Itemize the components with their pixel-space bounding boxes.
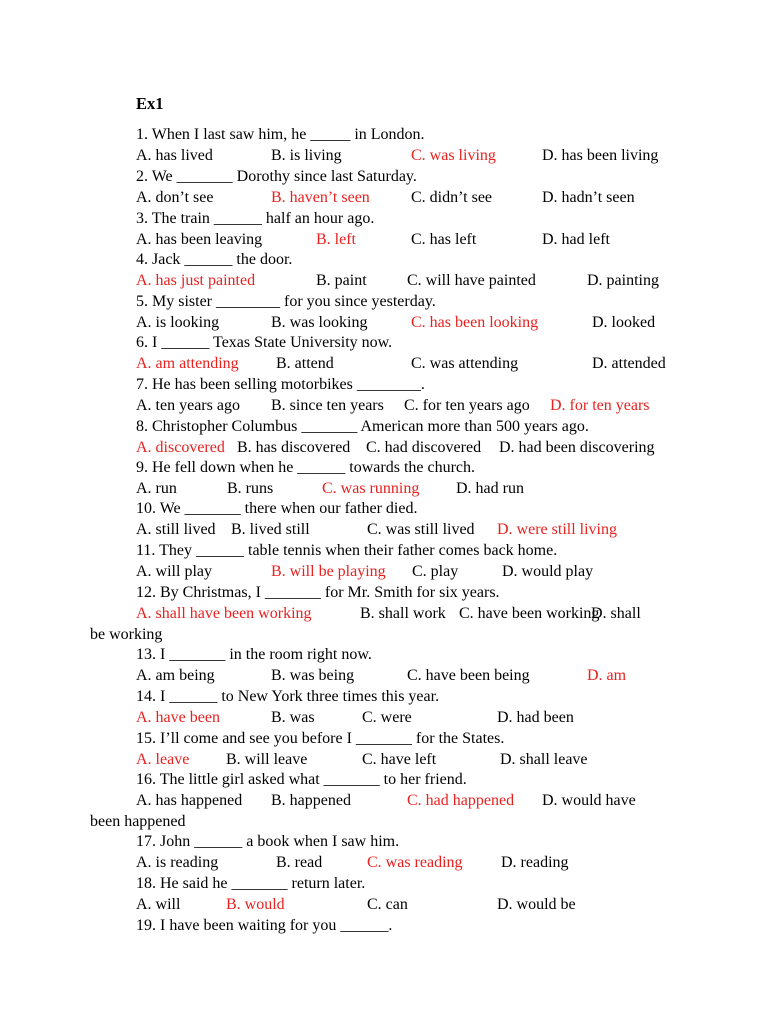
question-8-option-c: C. had discovered [366,439,482,456]
question-18-option-d: D. would be [497,896,576,913]
question-16-option-c: C. had happened [407,792,515,809]
question-1-option-d: D. has been living [542,147,659,164]
question-3-option-a: A. has been leaving [136,231,263,248]
question-6-option-d: D. attended [592,355,666,372]
question-6-option-c: C. was attending [411,355,519,372]
question-4-stem: 4. Jack ______ the door. [136,251,293,268]
question-10-option-c: C. was still lived [367,521,475,538]
question-17-option-b: B. read [276,854,323,871]
question-17-stem: 17. John ______ a book when I saw him. [136,833,400,850]
question-10-stem: 10. We _______ there when our father died. [136,500,418,517]
question-14-option-a: A. have been [136,709,220,726]
question-13-option-a: A. am being [136,667,215,684]
question-9-option-b: B. runs [227,480,274,497]
question-15-option-d: D. shall leave [500,751,588,768]
question-12-option-a: A. shall have been working [136,605,312,622]
question-13-option-d: D. am [587,667,627,684]
question-9-option-c: C. was running [322,480,420,497]
question-13-stem: 13. I _______ in the room right now. [136,646,372,663]
question-5-stem: 5. My sister ________ for you since yesterday. [136,293,436,310]
question-9-option-d: D. had run [456,480,524,497]
question-13-option-c: C. have been being [407,667,530,684]
question-3-stem: 3. The train ______ half an hour ago. [136,210,375,227]
question-16-option-a: A. has happened [136,792,243,809]
question-12-option-c: C. have been working [459,605,600,622]
question-7-option-a: A. ten years ago [136,397,240,414]
question-1-option-b: B. is living [271,147,342,164]
question-6-option-a: A. am attending [136,355,239,372]
question-11-option-a: A. will play [136,563,212,580]
question-12-option-d: D. shall [591,605,641,622]
question-2-option-b: B. haven’t seen [271,189,370,206]
question-2-stem: 2. We _______ Dorothy since last Saturday. [136,168,417,185]
question-16-stem: 16. The little girl asked what _______ to her friend. [136,771,467,788]
question-12-continuation: be working [90,626,163,643]
question-12-stem: 12. By Christmas, I _______ for Mr. Smith for six years. [136,584,500,601]
question-17-option-c: C. was reading [367,854,463,871]
question-8-option-b: B. has discovered [237,439,351,456]
question-11-stem: 11. They ______ table tennis when their father comes back home. [136,542,558,559]
question-2-option-d: D. hadn’t seen [542,189,635,206]
question-15-option-a: A. leave [136,751,190,768]
question-6-option-b: B. attend [276,355,334,372]
question-5-option-a: A. is looking [136,314,220,331]
question-7-option-c: C. for ten years ago [404,397,530,414]
question-4-option-b: B. paint [316,272,367,289]
question-16-option-b: B. happened [271,792,351,809]
question-7-option-d: D. for ten years [550,397,650,414]
question-19-stem: 19. I have been waiting for you ______. [136,917,393,934]
question-13-option-b: B. was being [271,667,355,684]
question-2-option-c: C. didn’t see [411,189,493,206]
question-9-stem: 9. He fell down when he ______ towards the church. [136,459,476,476]
question-3-option-b: B. left [316,231,356,248]
question-10-option-d: D. were still living [497,521,617,538]
question-15-option-b: B. will leave [226,751,308,768]
question-1-option-a: A. has lived [136,147,213,164]
question-16-option-d: D. would have [542,792,636,809]
question-11-option-d: D. would play [502,563,594,580]
question-18-stem: 18. He said he _______ return later. [136,875,366,892]
question-14-option-d: D. had been [497,709,574,726]
exercise-title: Ex1 [136,94,164,113]
question-18-option-c: C. can [367,896,408,913]
question-18-option-a: A. will [136,896,181,913]
question-10-option-b: B. lived still [231,521,310,538]
question-12-option-b: B. shall work [360,605,446,622]
question-14-option-c: C. were [362,709,412,726]
question-2-option-a: A. don’t see [136,189,214,206]
question-11-option-c: C. play [412,563,459,580]
question-17-option-a: A. is reading [136,854,219,871]
question-4-option-c: C. will have painted [407,272,536,289]
question-3-option-d: D. had left [542,231,610,248]
question-10-option-a: A. still lived [136,521,216,538]
question-6-stem: 6. I ______ Texas State University now. [136,334,393,351]
question-3-option-c: C. has left [411,231,477,248]
question-8-option-d: D. had been discovering [499,439,655,456]
question-14-option-b: B. was [271,709,315,726]
question-16-continuation: been happened [90,813,186,830]
question-1-option-c: C. was living [411,147,496,164]
question-17-option-d: D. reading [501,854,569,871]
question-14-stem: 14. I ______ to New York three times this year. [136,688,440,705]
question-4-option-d: D. painting [587,272,659,289]
question-11-option-b: B. will be playing [271,563,386,580]
question-5-option-c: C. has been looking [411,314,539,331]
question-7-stem: 7. He has been selling motorbikes ________. [136,376,425,393]
question-5-option-d: D. looked [592,314,656,331]
question-1-stem: 1. When I last saw him, he _____ in London. [136,126,425,143]
question-18-option-b: B. would [226,896,285,913]
question-4-option-a: A. has just painted [136,272,256,289]
question-9-option-a: A. run [136,480,177,497]
question-5-option-b: B. was looking [271,314,368,331]
question-7-option-b: B. since ten years [271,397,384,414]
question-8-stem: 8. Christopher Columbus _______ American more than 500 years ago. [136,418,589,435]
question-8-option-a: A. discovered [136,439,225,456]
question-15-option-c: C. have left [362,751,437,768]
question-15-stem: 15. I’ll come and see you before I _______ for the States. [136,730,505,747]
